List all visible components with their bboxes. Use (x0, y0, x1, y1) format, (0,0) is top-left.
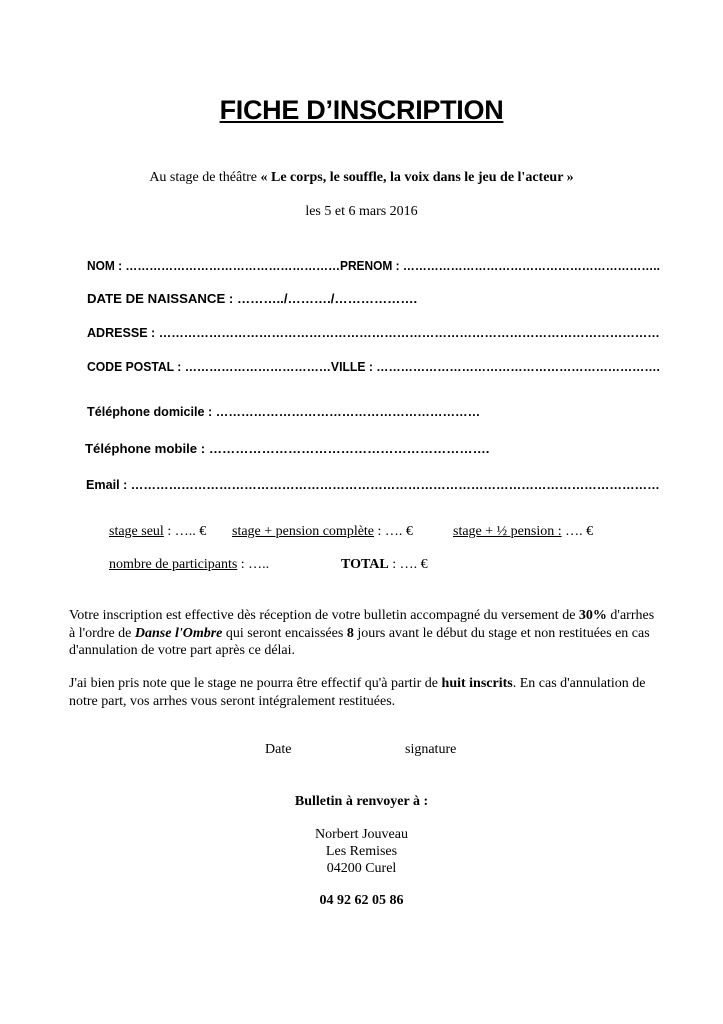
option-stage-seul-value: : ….. € (163, 524, 207, 539)
field-code-postal-ville[interactable]: CODE POSTAL : ………………………………VILLE : ……………………………………………………………. (87, 359, 660, 374)
field-telephone-domicile[interactable]: Téléphone domicile : ……………………………………………………… (87, 405, 481, 419)
paragraph-minimum (69, 675, 659, 710)
field-email[interactable]: Email : ……………………………………………………………………………………………………………… (86, 477, 660, 492)
stage-name: « Le corps, le souffle, la voix dans le jeu de l'acteur » (260, 170, 574, 185)
stage-subtitle (0, 170, 723, 186)
option-demi-pension-value: …. € (561, 524, 594, 539)
minimum-text-1: J'ai bien pris note que le stage ne pourra être effectif qu'à partir de (69, 676, 442, 691)
deposit-percentage: 30% (578, 608, 607, 623)
minimum-participants: huit inscrits (441, 676, 513, 691)
conditions-text-4: jours avant le début du stage et non restituées en cas d'annulation de votre part après ce délai. (69, 625, 650, 658)
signature-label: signature (405, 742, 457, 757)
option-stage-seul[interactable] (109, 524, 206, 540)
total-label: TOTAL (341, 557, 389, 572)
option-pension-complete-label: stage + pension complète (232, 524, 375, 539)
date-label: Date (265, 742, 292, 757)
conditions-text-1: Votre inscription est effective dès réception de votre bulletin accompagné du versement de (69, 608, 579, 623)
field-date-naissance[interactable]: DATE DE NAISSANCE : ………../………./………………. (87, 291, 418, 306)
participants-label: nombre de participants (109, 557, 238, 572)
field-nombre-participants[interactable] (109, 557, 269, 573)
option-stage-seul-label: stage seul (109, 524, 164, 539)
days-count: 8 (346, 625, 354, 641)
paragraph-conditions (69, 607, 659, 660)
return-city: 04200 Curel (326, 861, 397, 876)
total-value: : …. € (388, 557, 428, 572)
organisation-name: Danse l'Ombre (134, 625, 223, 641)
return-phone: 04 92 62 05 86 (319, 893, 404, 908)
option-pension-complete-value: : …. € (374, 524, 413, 539)
return-heading: Bulletin à renvoyer à : (294, 794, 429, 809)
field-total[interactable] (341, 557, 428, 573)
option-demi-pension-label: stage + ½ pension : (453, 524, 562, 539)
field-telephone-mobile[interactable]: Téléphone mobile : ………………………………………………………. (85, 441, 490, 456)
field-nom-prenom[interactable]: NOM : ………………………………………………PRENOM : ……………………………………………………….. (87, 258, 660, 273)
page-title: FICHE D’INSCRIPTION (219, 95, 504, 125)
return-street: Les Remises (325, 844, 398, 859)
option-pension-complete[interactable] (232, 524, 413, 540)
subtitle-prefix: Au stage de théâtre (149, 170, 257, 185)
minimum-text-2: . En cas d'annulation de notre part, vos arrhes vous seront intégralement restituées. (69, 676, 646, 709)
conditions-text-2: d'arrhes à l'ordre de (69, 608, 655, 641)
field-adresse[interactable]: ADRESSE : ………………………………………………………………………………………………………… (87, 325, 660, 340)
option-demi-pension[interactable] (453, 524, 593, 540)
return-name: Norbert Jouveau (315, 827, 408, 842)
stage-dates: les 5 et 6 mars 2016 (305, 204, 418, 219)
participants-value: : ….. (237, 557, 270, 572)
conditions-text-3: qui seront encaissées (222, 625, 347, 641)
